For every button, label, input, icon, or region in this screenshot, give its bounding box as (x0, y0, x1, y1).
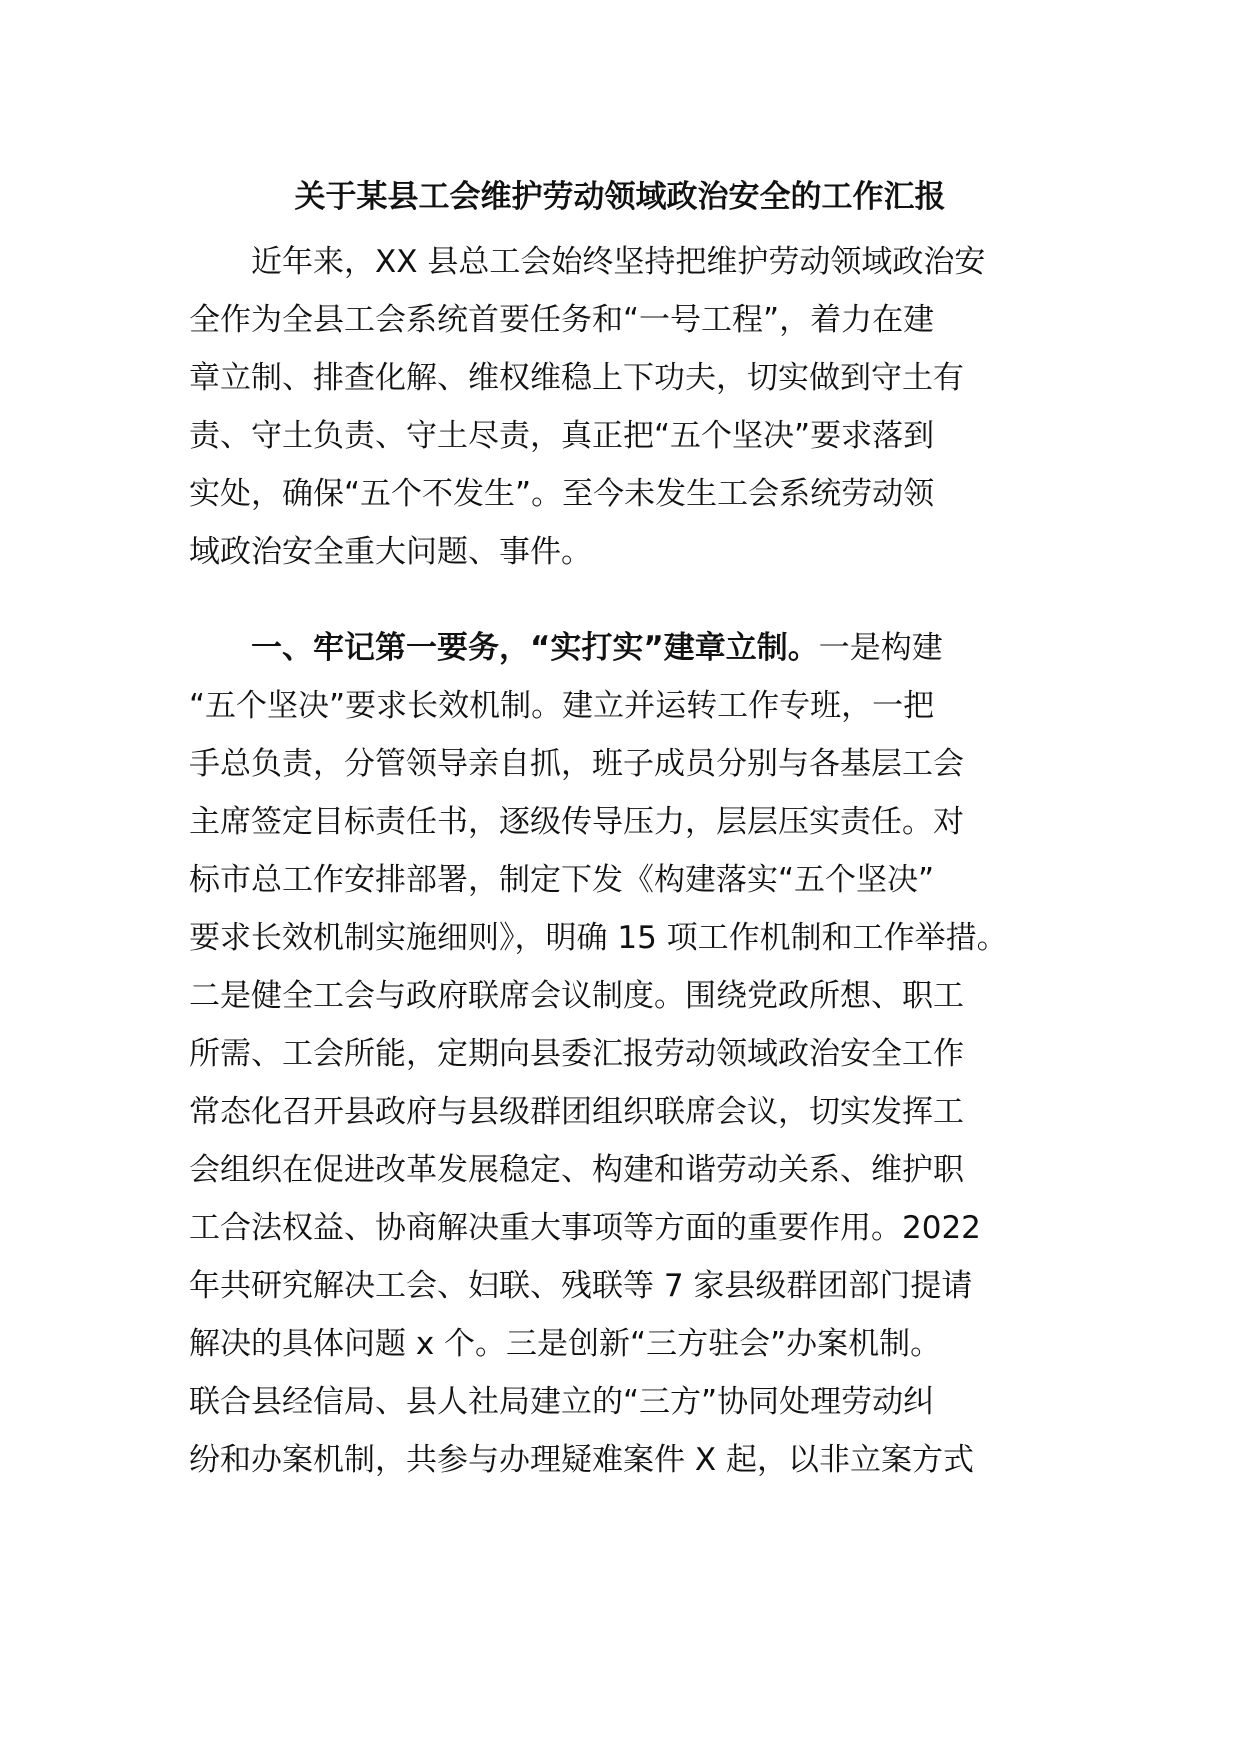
section-heading-line (251, 626, 943, 670)
paragraph-line: 常态化召开县政府与县级群团组织联席会议，切实发挥工 (189, 1094, 964, 1130)
paragraph-line: 联合县经信局、县人社局建立的“三方”协同处理劳动纠 (189, 1384, 935, 1420)
paragraph-line: “五个坚决”要求长效机制。建立并运转工作专班，一把 (189, 688, 935, 724)
paragraph-line: 责、守土负责、守土尽责，真正把“五个坚决”要求落到 (189, 418, 935, 454)
paragraph-line: 主席签定目标责任书，逐级传导压力，层层压实责任。对 (189, 804, 964, 840)
paragraph-line: 二是健全工会与政府联席会议制度。围绕党政所想、职工 (189, 978, 964, 1014)
paragraph-line: 年共研究解决工会、妇联、残联等 7 家县级群团部门提请 (189, 1268, 973, 1304)
paragraph-line: 会组织在促进改革发展稳定、构建和谐劳动关系、维护职 (189, 1152, 964, 1188)
paragraph-line: 近年来，XX 县总工会始终坚持把维护劳动领域政治安 (251, 244, 986, 280)
heading-line-tail: 一是构建 (818, 630, 943, 666)
paragraph-line: 域政治安全重大问题、事件。 (189, 534, 592, 570)
paragraph-line: 工合法权益、协商解决重大事项等方面的重要作用。2022 (189, 1210, 981, 1246)
paragraph-line: 纷和办案机制，共参与办理疑难案件 X 起，以非立案方式 (189, 1442, 974, 1478)
paragraph-line: 章立制、排查化解、维权维稳上下功夫，切实做到守土有 (189, 360, 964, 396)
paragraph-line: 全作为全县工会系统首要任务和“一号工程”，着力在建 (189, 302, 935, 338)
document-title: 关于某县工会维护劳动领域政治安全的工作汇报 (294, 179, 946, 215)
paragraph-line: 手总负责，分管领导亲自抓，班子成员分别与各基层工会 (189, 746, 964, 782)
paragraph-line: 所需、工会所能，定期向县委汇报劳动领域政治安全工作 (189, 1036, 964, 1072)
paragraph-line: 要求长效机制实施细则》，明确 15 项工作机制和工作举措。 (189, 920, 1008, 956)
paragraph-line: 实处，确保“五个不发生”。至今未发生工会系统劳动领 (189, 476, 935, 512)
paragraph-line: 解决的具体问题 x 个。三是创新“三方驻会”办案机制。 (189, 1326, 942, 1362)
paragraph-line: 标市总工作安排部署，制定下发《构建落实“五个坚决” (189, 862, 935, 898)
section-heading: 一、牢记第一要务，“实打实”建章立制。 (251, 630, 819, 666)
